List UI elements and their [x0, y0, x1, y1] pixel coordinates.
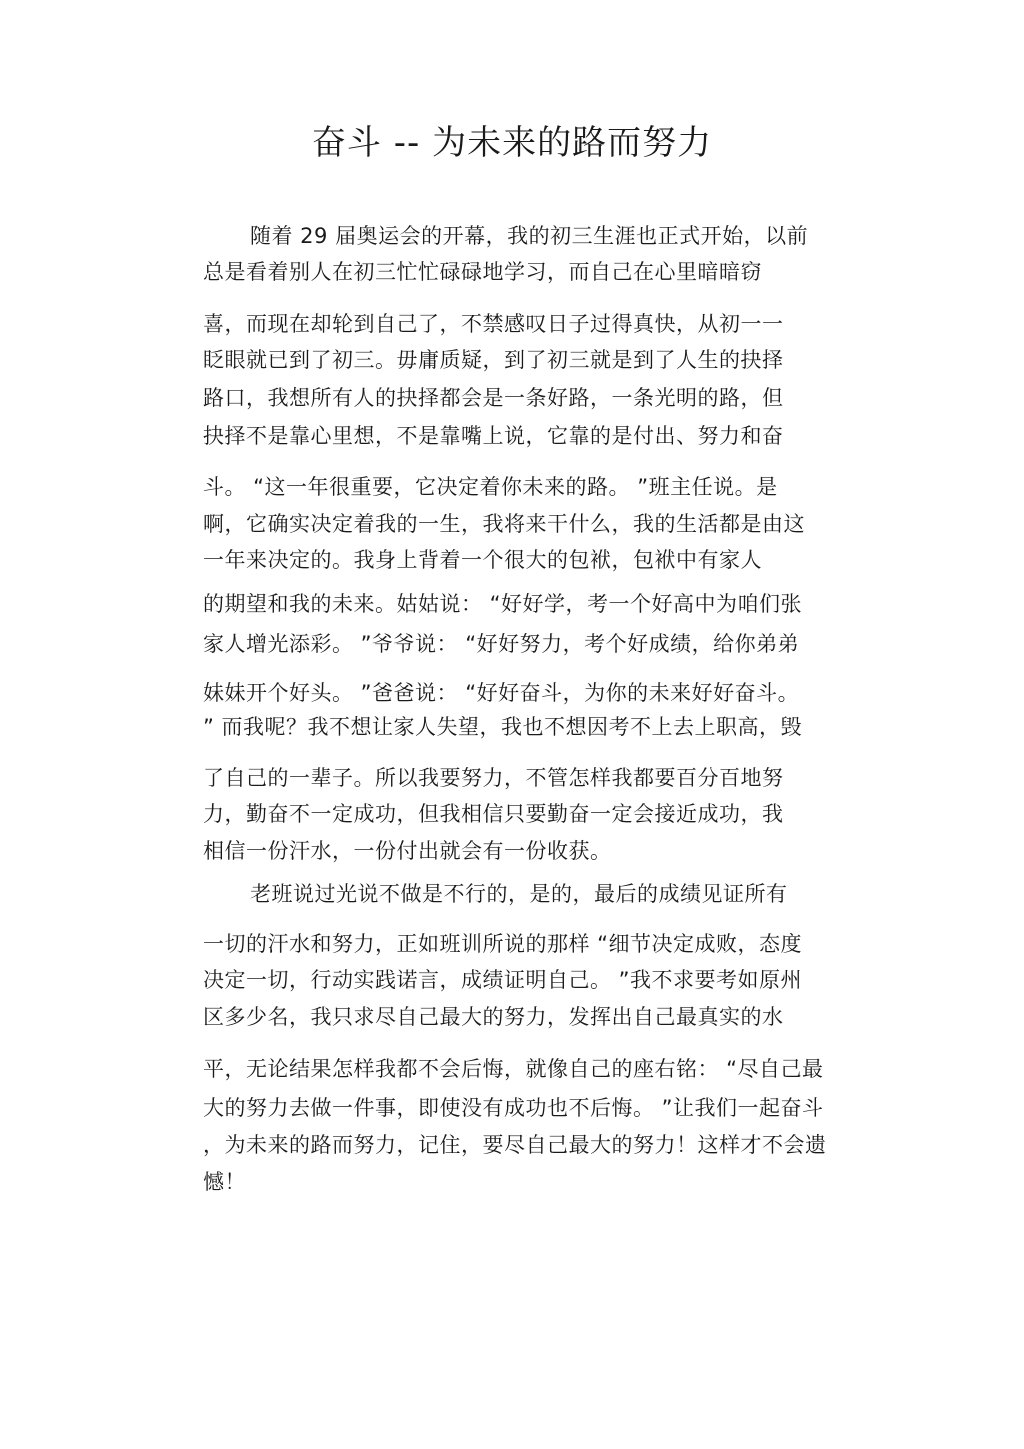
- body-line: 区多少名，我只求尽自己最大的努力，发挥出自己最真实的水: [203, 1005, 784, 1029]
- body-line: 老班说过光说不做是不行的，是的，最后的成绩见证所有: [250, 882, 788, 906]
- body-line: 路口，我想所有人的抉择都会是一条好路，一条光明的路，但: [203, 386, 784, 410]
- body-line: ，为未来的路而努力，记住，要尽自己最大的努力！这样才不会遗: [203, 1133, 827, 1157]
- body-line: ” 而我呢？我不想让家人失望，我也不想因考不上去上职高，毁: [203, 715, 803, 739]
- body-line: 啊，它确实决定着我的一生，我将来干什么，我的生活都是由这: [203, 512, 805, 536]
- body-line: 力，勤奋不一定成功，但我相信只要勤奋一定会接近成功，我: [203, 802, 784, 826]
- body-line: 妹妹开个好头。 ”爸爸说： “好好奋斗，为你的未来好好奋斗。: [203, 681, 800, 705]
- page-title: 奋斗 -- 为未来的路而努力: [311, 123, 713, 163]
- body-line: 总是看着别人在初三忙忙碌碌地学习，而自己在心里暗暗窃: [203, 260, 762, 284]
- body-line: 喜，而现在却轮到自己了，不禁感叹日子过得真快，从初一一: [203, 312, 784, 336]
- body-line: 憾！: [203, 1170, 246, 1194]
- body-line: 决定一切，行动实践诺言，成绩证明自己。 ”我不求要考如原州: [203, 968, 803, 992]
- body-line: 斗。 “这一年很重要，它决定着你未来的路。 ”班主任说。是: [203, 475, 778, 499]
- body-line: 平，无论结果怎样我都不会后悔，就像自己的座右铭： “尽自己最: [203, 1057, 824, 1081]
- body-line: 家人增光添彩。 ”爷爷说： “好好努力，考个好成绩，给你弟弟: [203, 632, 800, 656]
- body-line: 相信一份汗水，一份付出就会有一份收获。: [203, 839, 612, 863]
- body-line: 眨眼就已到了初三。毋庸质疑，到了初三就是到了人生的抉择: [203, 348, 784, 372]
- body-line: 大的努力去做一件事，即使没有成功也不后悔。 ”让我们一起奋斗: [203, 1096, 824, 1120]
- body-line: 抉择不是靠心里想，不是靠嘴上说，它靠的是付出、努力和奋: [203, 424, 784, 448]
- body-line: 了自己的一辈子。所以我要努力，不管怎样我都要百分百地努: [203, 766, 784, 790]
- body-line: 随着 29 届奥运会的开幕，我的初三生涯也正式开始，以前: [250, 224, 809, 248]
- body-line: 一切的汗水和努力，正如班训所说的那样 “细节决定成败，态度: [203, 932, 803, 956]
- body-line: 的期望和我的未来。姑姑说： “好好学，考一个好高中为咱们张: [203, 592, 803, 616]
- body-line: 一年来决定的。我身上背着一个很大的包袱，包袱中有家人: [203, 548, 762, 572]
